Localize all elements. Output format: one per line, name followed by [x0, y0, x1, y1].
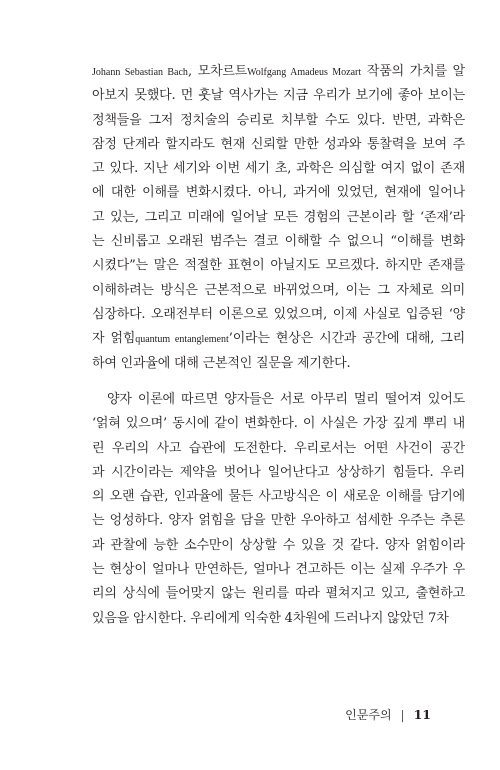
text-segment: 고 있는, 그리고 미래에 일어날 모든 경험의 근본이라 할 ‘존재’라 — [92, 209, 465, 225]
text-segment: 이해하려는 방식은 근본적으로 바뀌었으며, 이는 그 자체로 의미 — [92, 282, 465, 298]
text-line — [92, 352, 465, 376]
text-segment: 시켰다”는 말은 적절한 표현이 아닐지도 모르겠다. 하지만 존재를 — [92, 258, 465, 274]
text-segment: 작품의 가치를 알 — [361, 64, 465, 79]
text-segment: 린 우리의 사고 습관에 도전한다. 우리로서는 어떤 사건이 공간 — [92, 440, 465, 456]
text-segment: ‘얽혀 있으며’ 동시에 같이 변화한다. 이 사실은 가장 깊게 뿌리 내 — [92, 416, 465, 432]
paragraph-2 — [92, 388, 465, 631]
text-line — [92, 84, 465, 108]
text-line — [92, 412, 465, 436]
text-line — [92, 181, 465, 205]
text-segment: 는 엉성하다. 양자 얽힘을 담을 만한 우아하고 섬세한 우주는 추론 — [92, 513, 465, 529]
page-number: 11 — [413, 707, 431, 722]
text-line — [92, 327, 465, 351]
text-segment: 고 있다. 지난 세기와 이번 세기 초, 과학은 의심할 여지 없이 존재 — [92, 161, 465, 177]
text-segment: 자 얽힘 — [92, 331, 136, 347]
text-line — [92, 230, 465, 254]
text-line — [92, 206, 465, 230]
latin-term: quantum entanglement — [135, 334, 229, 346]
text-segment: 잠정 단계라 할지라도 현재 신뢰할 만한 성과와 통찰력을 보여 주 — [92, 136, 465, 152]
text-line — [92, 157, 465, 181]
text-line — [92, 109, 465, 133]
text-segment: 하여 인과율에 대해 근본적인 질문을 제기한다. — [92, 355, 351, 371]
paragraph-1 — [92, 60, 465, 376]
text-line — [92, 437, 465, 461]
text-segment: 심장하다. 오래전부터 이론으로 있었으며, 이제 사실로 입증된 ‘양 — [92, 306, 465, 322]
text-segment: 과 시간이라는 제약을 벗어나 일어난다고 상상하기 힘들다. 우리 — [92, 464, 465, 480]
footer-separator: | — [400, 707, 405, 722]
text-segment: 양자 이론에 따르면 양자들은 서로 아무리 멀리 떨어져 있어도 — [107, 392, 465, 407]
text-line — [92, 461, 465, 485]
page-footer — [345, 706, 431, 723]
text-segment: 리의 상식에 들어맞지 않는 원리를 따라 펼쳐지고 있고, 출현하고 — [92, 586, 465, 602]
text-segment: 과 관찰에 능한 소수만이 상상할 수 있을 것 같다. 양자 얽힘이라 — [92, 537, 465, 553]
text-line — [92, 254, 465, 278]
text-segment: 정책들을 그저 정치술의 승리로 치부할 수도 있다. 반면, 과학은 — [92, 112, 465, 128]
latin-term: Johann Sebastian Bach — [92, 67, 188, 78]
text-line — [92, 279, 465, 303]
text-segment: 는 신비롭고 오래된 범주는 결코 이해할 수 없으니 “이해를 변화 — [92, 234, 465, 250]
text-line — [92, 534, 465, 558]
text-line — [92, 60, 465, 84]
text-segment: 에 대한 이해를 변화시켰다. 아니, 과거에 있었던, 현재에 일어나 — [92, 185, 465, 201]
text-segment: 는 현상이 얼마나 만연하든, 얼마나 견고하든 이는 실제 우주가 우 — [92, 562, 465, 578]
text-segment: 아보지 못했다. 먼 훗날 역사가는 지금 우리가 보기에 좋아 보이는 — [92, 88, 465, 104]
text-line — [92, 582, 465, 606]
text-segment: 있음을 암시한다. 우리에게 익숙한 4차원에 드러나지 않았던 7차 — [92, 610, 449, 626]
text-segment: ’이라는 현상은 시간과 공간에 대해, 그리 — [228, 331, 465, 347]
text-segment: 의 오랜 습관, 인과율에 물든 사고방식은 이 새로운 이해를 담기에 — [92, 489, 465, 505]
text-line — [92, 607, 465, 631]
text-line — [92, 485, 465, 509]
running-title: 인문주의 — [345, 708, 392, 722]
text-line — [92, 303, 465, 327]
text-line — [92, 558, 465, 582]
text-line — [92, 509, 465, 533]
text-line — [92, 388, 465, 412]
text-line — [92, 133, 465, 157]
text-segment: , 모차르트 — [187, 64, 248, 79]
latin-term: Wolfgang Amadeus Mozart — [247, 67, 362, 78]
